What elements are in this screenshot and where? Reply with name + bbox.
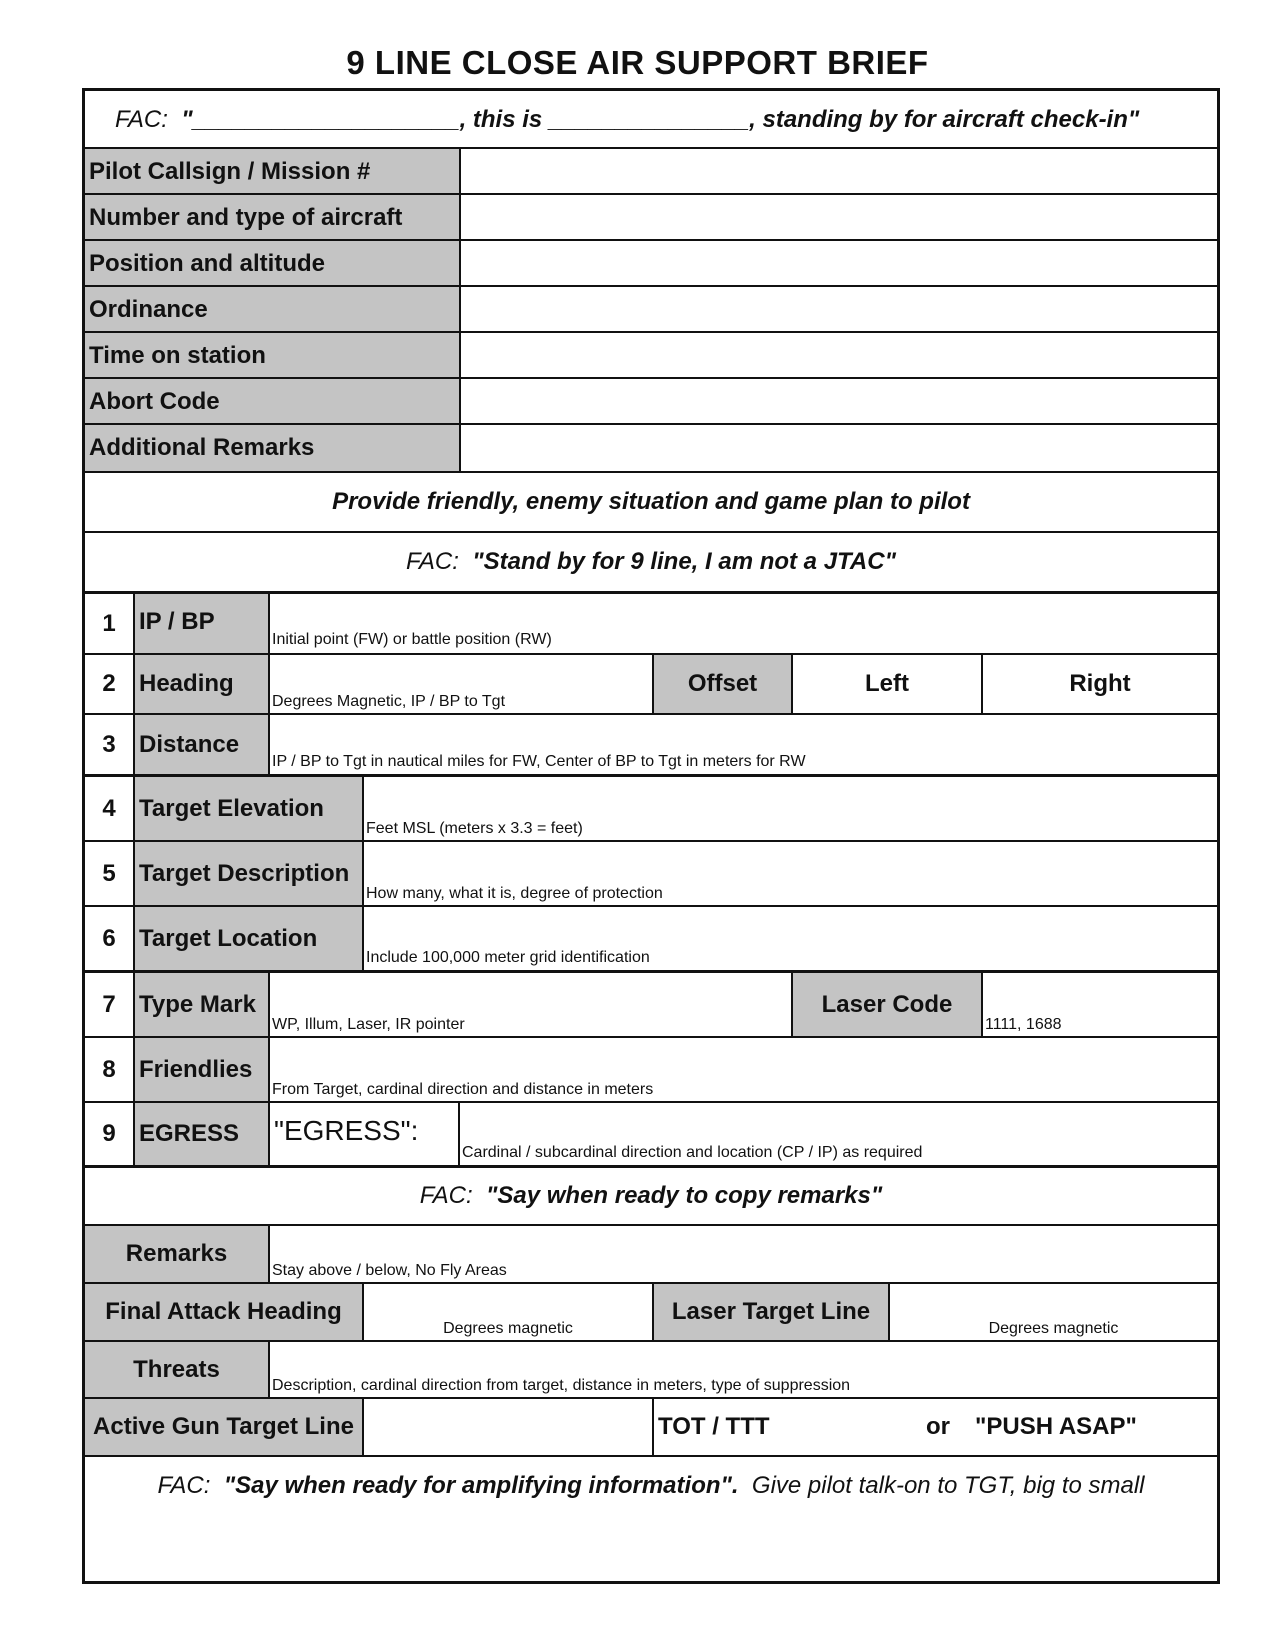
offset-left-option[interactable]: Left [865, 670, 909, 697]
remarks-field[interactable] [270, 1226, 1217, 1282]
line-3-hint: IP / BP to Tgt in nautical miles for FW, Center of BP to Tgt in meters for RW [272, 753, 806, 770]
rule-v-laser-right [981, 970, 983, 1038]
final-attack-heading-label: Final Attack Heading [85, 1284, 362, 1340]
line-4-label: Target Elevation [135, 777, 362, 840]
laser-code-field[interactable] [983, 973, 1217, 1036]
copy-remarks-fac-label: FAC: [419, 1182, 486, 1209]
line-9-number: 9 [102, 1120, 116, 1147]
line-2-label: Heading [135, 655, 268, 713]
line-9-label: EGRESS [135, 1103, 268, 1165]
rule-v-lines-1-3 [268, 591, 270, 776]
line-5-hint: How many, what it is, degree of protection [366, 885, 663, 902]
rule-after-checkin [85, 147, 1217, 149]
line-7-label: Type Mark [135, 973, 268, 1036]
position-altitude-label: Position and altitude [85, 241, 459, 287]
rule-v-number-col [133, 591, 135, 1167]
additional-remarks-field[interactable] [461, 425, 1217, 471]
rule-line-4 [85, 840, 1217, 842]
or-label: or [926, 1413, 950, 1440]
laser-target-line-label: Laser Target Line [654, 1284, 888, 1340]
rule-v-active-gun [362, 1397, 364, 1457]
time-on-station-field[interactable] [461, 333, 1217, 379]
final-attack-heading-hint: Degrees magnetic [443, 1320, 573, 1337]
line-1-field[interactable] [270, 594, 1217, 653]
rule-line-2 [85, 713, 1217, 715]
line-4-field[interactable] [364, 777, 1217, 840]
rule-row-5 [85, 377, 1217, 379]
line-3-field[interactable] [270, 715, 1217, 774]
ordinance-label: Ordinance [85, 287, 459, 333]
pilot-callsign-field[interactable] [461, 149, 1217, 195]
rule-row-2 [85, 239, 1217, 241]
checkin-text: "____________________, this is _______________, standing by for aircraft check-in" [181, 106, 1140, 133]
tot-ttt-label: TOT / TTT [658, 1413, 770, 1440]
active-gun-target-line-field[interactable] [364, 1399, 652, 1455]
rule-row-4 [85, 331, 1217, 333]
line-1-number: 1 [102, 609, 116, 637]
standby-text: "Stand by for 9 line, I am not a JTAC" [472, 548, 896, 575]
aircraft-type-field[interactable] [461, 195, 1217, 241]
amplifying-line [85, 1457, 1217, 1515]
rule-v-lines-7-9 [268, 970, 270, 1167]
standby-line [85, 533, 1217, 591]
copy-remarks-line [85, 1168, 1217, 1224]
threats-hint: Description, cardinal direction from target, distance in meters, type of suppression [272, 1377, 851, 1394]
offset-label: Offset [654, 655, 791, 713]
line-2-hint: Degrees Magnetic, IP / BP to Tgt [272, 693, 506, 710]
laser-target-line-field[interactable] [890, 1284, 1217, 1340]
rule-v-laser-left [791, 970, 793, 1038]
amplifying-fac-label: FAC: [157, 1472, 224, 1499]
line-7-number: 7 [102, 990, 116, 1018]
remarks-label: Remarks [85, 1226, 268, 1282]
ordinance-field[interactable] [461, 287, 1217, 333]
line-4-hint: Feet MSL (meters x 3.3 = feet) [366, 820, 583, 837]
rule-v-checkin [459, 147, 461, 473]
line-5-number: 5 [102, 859, 116, 887]
rule-line-9 [85, 1165, 1217, 1168]
checkin-line [115, 91, 1215, 149]
amplifying-tail: Give pilot talk-on to TGT, big to small [738, 1472, 1145, 1499]
pilot-callsign-label: Pilot Callsign / Mission # [85, 149, 459, 195]
rule-threats [85, 1397, 1217, 1399]
copy-remarks-text: "Say when ready to copy remarks" [485, 1182, 883, 1209]
rule-row-3 [85, 285, 1217, 287]
rule-copy-remarks [85, 1224, 1217, 1226]
position-altitude-field[interactable] [461, 241, 1217, 287]
laser-target-line-hint: Degrees magnetic [988, 1320, 1119, 1337]
offset-right-option[interactable]: Right [1069, 670, 1131, 697]
line-7-hint: WP, Illum, Laser, IR pointer [272, 1016, 465, 1033]
standby-fac-label: FAC: [406, 548, 473, 575]
egress-call: "EGRESS": [274, 1115, 419, 1146]
line-1-hint: Initial point (FW) or battle position (RW) [272, 631, 552, 648]
line-9-hint: Cardinal / subcardinal direction and location (CP / IP) as required [462, 1144, 923, 1161]
line-8-label: Friendlies [135, 1038, 268, 1101]
rule-line-6 [85, 970, 1217, 973]
line-7-field[interactable] [270, 973, 791, 1036]
final-attack-heading-field[interactable] [364, 1284, 652, 1340]
line-3-label: Distance [135, 715, 268, 774]
line-9-field[interactable] [460, 1103, 1217, 1165]
rule-v-lines-4-6 [362, 774, 364, 972]
line-2-number: 2 [102, 670, 116, 697]
line-6-hint: Include 100,000 meter grid identification [366, 949, 650, 966]
line-5-field[interactable] [364, 842, 1217, 905]
amplifying-text: "Say when ready for amplifying information". [223, 1472, 739, 1499]
line-8-hint: From Target, cardinal direction and distance in meters [272, 1081, 654, 1098]
rule-standby [85, 591, 1217, 594]
line-6-field[interactable] [364, 907, 1217, 970]
active-gun-target-line-label: Active Gun Target Line [85, 1399, 362, 1455]
threats-field[interactable] [270, 1342, 1217, 1397]
rule-v-offset-right [791, 653, 793, 715]
rule-line-7 [85, 1036, 1217, 1038]
rule-row-1 [85, 193, 1217, 195]
aircraft-type-label: Number and type of aircraft [85, 195, 459, 241]
rule-game-plan [85, 531, 1217, 533]
line-1-label: IP / BP [135, 594, 268, 653]
threats-label: Threats [85, 1342, 268, 1397]
line-4-number: 4 [102, 794, 116, 822]
remarks-hint: Stay above / below, No Fly Areas [272, 1262, 507, 1279]
laser-code-label: Laser Code [793, 973, 981, 1036]
rule-v-tot [652, 1397, 654, 1457]
rule-line-8 [85, 1101, 1217, 1103]
rule-v-laser-target-right [888, 1282, 890, 1342]
game-plan-line: Provide friendly, enemy situation and game plan to pilot [332, 488, 970, 515]
line-8-field[interactable] [270, 1038, 1217, 1101]
additional-remarks-label: Additional Remarks [85, 425, 459, 471]
abort-code-field[interactable] [461, 379, 1217, 425]
rule-remarks [85, 1282, 1217, 1284]
rule-v-left-right [981, 653, 983, 715]
checkin-fac-label: FAC: [115, 106, 182, 133]
line-3-number: 3 [102, 730, 116, 758]
line-8-number: 8 [102, 1055, 116, 1083]
rule-line-1 [85, 653, 1217, 655]
rule-active-gun [85, 1455, 1217, 1457]
laser-code-hint: 1111, 1688 [985, 1016, 1062, 1033]
rule-row-7 [85, 471, 1217, 473]
time-on-station-label: Time on station [85, 333, 459, 379]
rule-v-laser-target-left [652, 1282, 654, 1342]
line-2-field[interactable] [270, 655, 652, 713]
rule-v-remarks [268, 1224, 270, 1284]
page-title: 9 LINE CLOSE AIR SUPPORT BRIEF [346, 44, 929, 81]
abort-code-label: Abort Code [85, 379, 459, 425]
line-5-label: Target Description [135, 842, 362, 905]
rule-line-5 [85, 905, 1217, 907]
rule-v-threats [268, 1340, 270, 1399]
line-6-number: 6 [102, 924, 116, 952]
line-6-label: Target Location [135, 907, 362, 970]
push-asap-label[interactable]: "PUSH ASAP" [975, 1413, 1137, 1440]
rule-v-egress [458, 1101, 460, 1167]
rule-v-final-attack [362, 1282, 364, 1342]
rule-line-3 [85, 774, 1217, 777]
rule-final-attack [85, 1340, 1217, 1342]
rule-v-offset-left [652, 653, 654, 715]
cas-brief-form [82, 88, 1220, 1584]
rule-row-6 [85, 423, 1217, 425]
